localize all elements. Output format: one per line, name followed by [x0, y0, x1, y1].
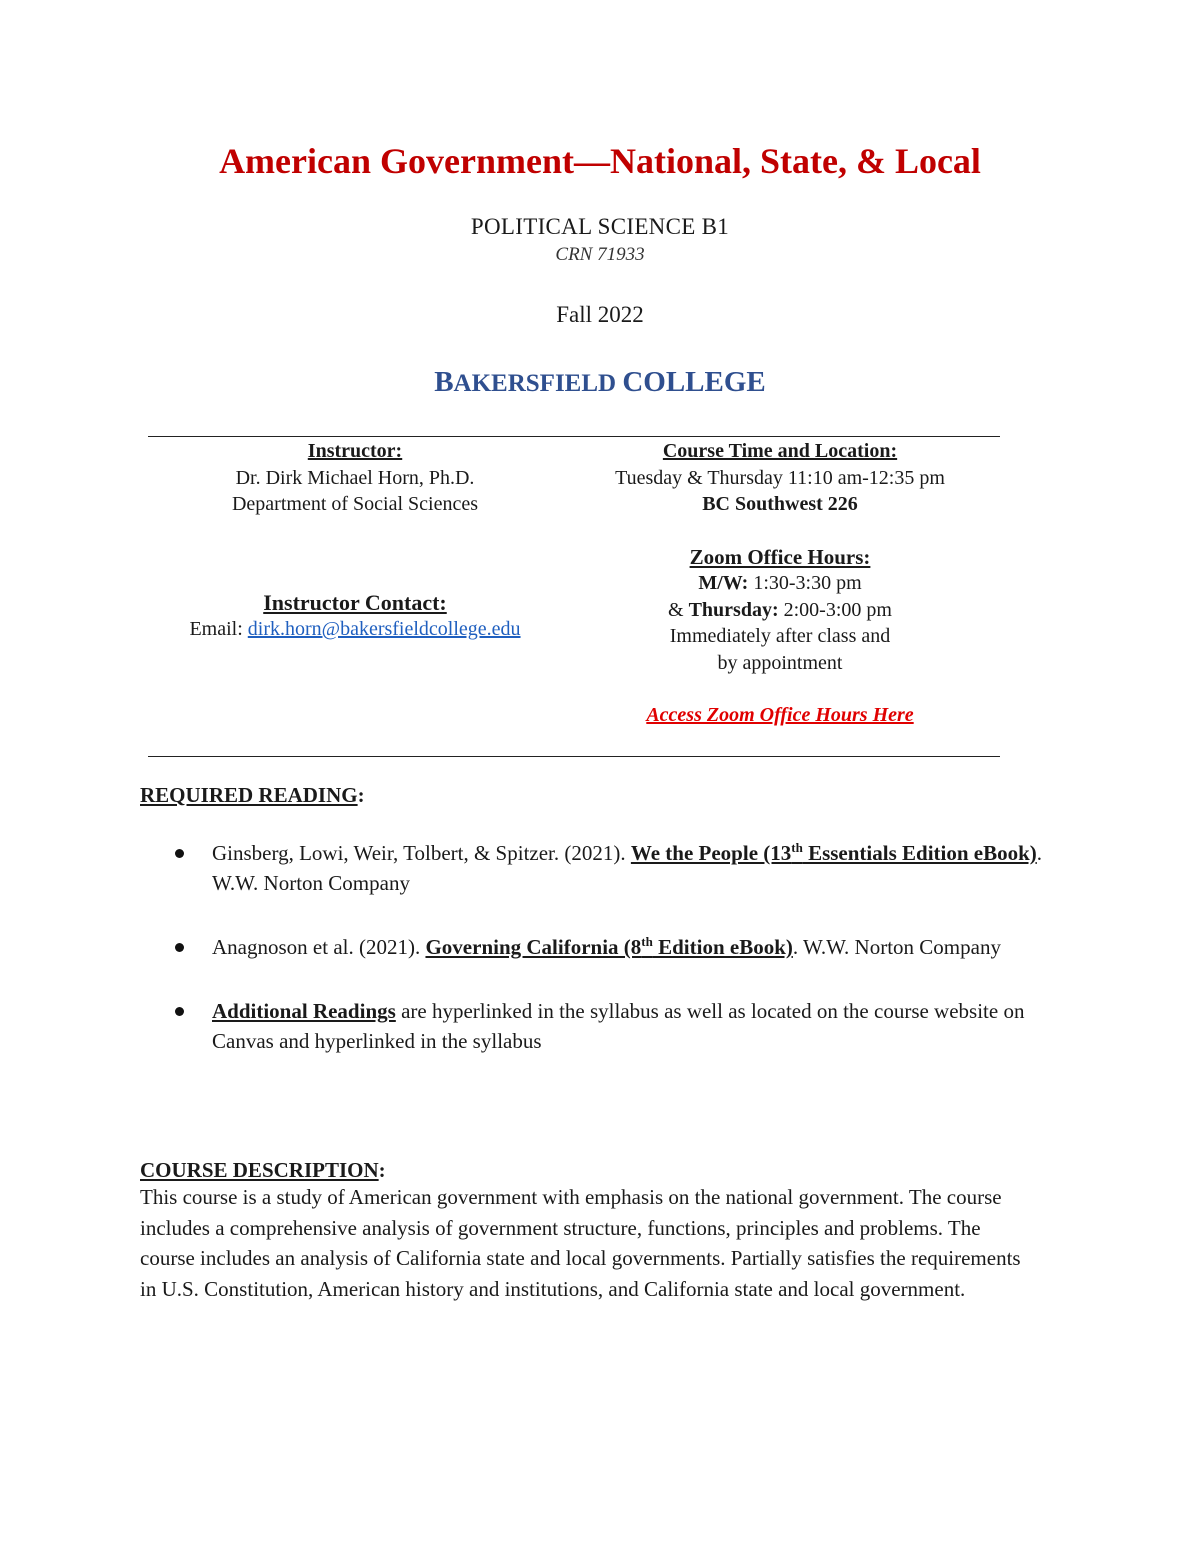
course-code: POLITICAL SCIENCE B1: [470, 214, 730, 239]
instructor-name: Dr. Dirk Michael Horn, Ph.D.: [235, 466, 475, 489]
bullet-icon: [175, 849, 184, 858]
instructor-column: [150, 438, 560, 643]
email-link[interactable]: dirk.horn@bakersfieldcollege.edu: [247, 618, 521, 640]
instructor-heading: Instructor:: [307, 440, 403, 462]
office-hours-appointment: by appointment: [717, 651, 843, 674]
term: Fall 2022: [556, 302, 644, 327]
reading-title-link[interactable]: We the People (13th Essentials Edition eBook): [630, 840, 1037, 865]
bullet-icon: [175, 1007, 184, 1016]
course-title: American Government—National, State, & Local: [219, 141, 981, 181]
additional-readings-label: Additional Readings: [212, 999, 396, 1023]
college-name: [0, 366, 1200, 399]
email-label: Email:: [189, 618, 248, 640]
top-divider: [148, 436, 1000, 437]
college-name-rest: AKERSFIELD: [453, 370, 617, 397]
bottom-divider: [148, 756, 1000, 757]
bullet-icon: [175, 943, 184, 952]
instructor-contact-heading: Instructor Contact:: [263, 589, 447, 615]
reading-item: Anagnoson et al. (2021). Governing California (8th Edition eBook). W.W. Norton Company: [140, 932, 1060, 962]
course-description-text: This course is a study of American government with emphasis on the national government. The course includes a comprehensive analysis of government structure, functions, principles and problems. The course includes an analysis of California state and local governments. Partially satisfies the requirements in U.S. Constitution, American history and institutions, and California state and local government.: [140, 1185, 1021, 1301]
course-time-heading: Course Time and Location:: [662, 440, 898, 462]
office-hours-mw: M/W: 1:30-3:30 pm: [698, 572, 862, 594]
crn-number: CRN 71933: [555, 244, 645, 265]
reading-title-link[interactable]: Governing California (8th Edition eBook): [425, 934, 793, 959]
reading-item: Additional Readings are hyperlinked in the syllabus as well as located on the course website on Canvas and hyperlinked in the syllabus: [140, 996, 1060, 1056]
course-location: BC Southwest 226: [702, 493, 858, 515]
office-hours-thursday: & Thursday: 2:00-3:00 pm: [668, 598, 892, 621]
office-hours-after-class: Immediately after class and: [669, 625, 891, 647]
college-initial: B: [434, 366, 454, 398]
college-second-word: COLLEGE: [622, 366, 766, 398]
zoom-office-hours-link[interactable]: Access Zoom Office Hours Here: [646, 704, 914, 726]
instructor-email-line: [150, 616, 560, 643]
course-time-column: [560, 438, 1000, 729]
office-hours-heading: Zoom Office Hours:: [689, 544, 871, 569]
required-reading-list: [140, 838, 1060, 1090]
instructor-department: Department of Social Sciences: [231, 493, 479, 515]
reading-item: Ginsberg, Lowi, Weir, Tolbert, & Spitzer. (2021). We the People (13th Essentials Edition eBook). W.W. Norton Company: [140, 838, 1060, 898]
course-description-heading: COURSE DESCRIPTION:: [140, 1158, 386, 1182]
required-reading-heading: REQUIRED READING:: [140, 783, 365, 807]
course-schedule: Tuesday & Thursday 11:10 am-12:35 pm: [615, 466, 945, 489]
